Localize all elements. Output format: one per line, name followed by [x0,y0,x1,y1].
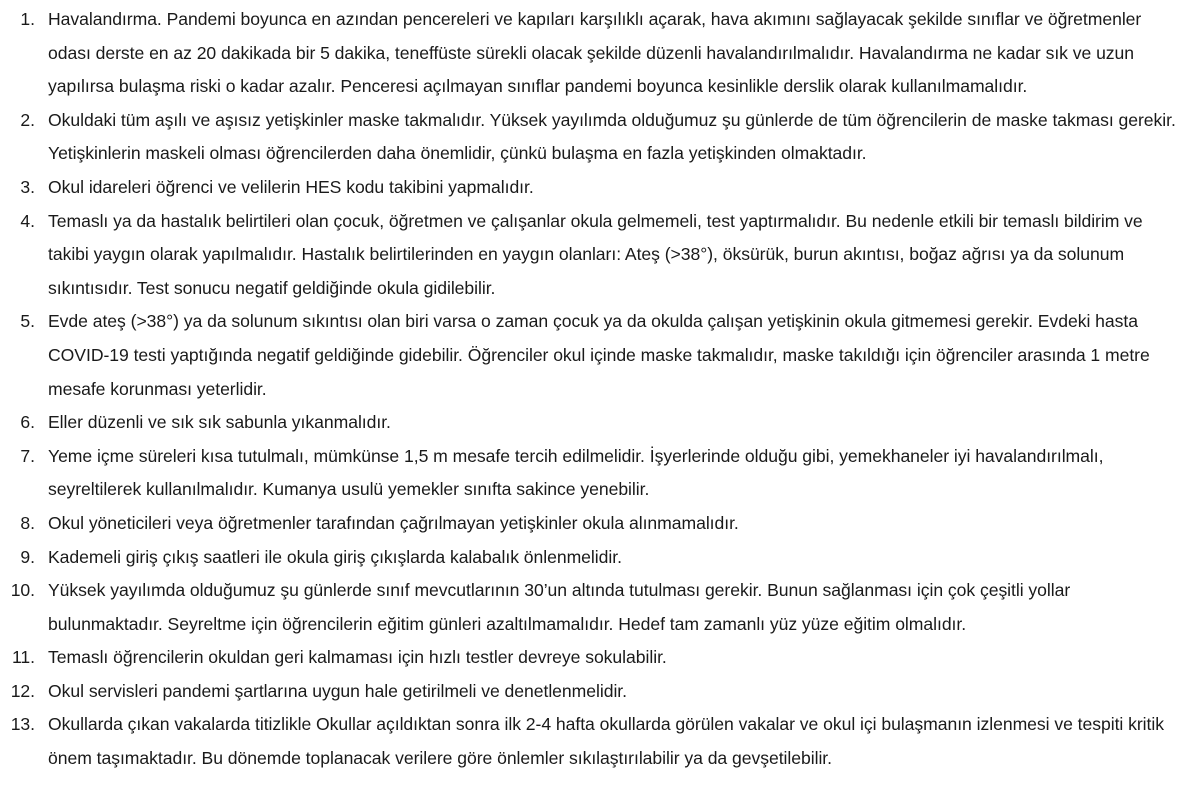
list-item [0,574,1200,641]
list-item-text: Okul servisleri pandemi şartlarına uygun hale getirilmeli ve denetlenmelidir. [48,680,627,701]
list-number: 12. [10,680,35,701]
list-item-text: Okuldaki tüm aşılı ve aşısız yetişkinler maske takmalıdır. Yüksek yayılımda olduğumuz şu günlerde de tüm öğrencilerin de maske takması gerekir. Yetişkinlerin maskeli olması öğrencilerden daha önemlidir, çünkü bulaşma en fazla yetişkinden olmaktadır. [48,109,1176,164]
list-item-text: Okul yöneticileri veya öğretmenler tarafından çağrılmayan yetişkinler okula alınmamalıdır. [48,512,739,533]
list-number: 9. [20,546,35,567]
list-item-text: Okul idareleri öğrenci ve velilerin HES kodu takibini yapmalıdır. [48,176,534,197]
list-item-text: Kademeli giriş çıkış saatleri ile okula giriş çıkışlarda kalabalık önlenmelidir. [48,546,622,567]
list-item [0,440,1200,507]
list-item-text: Yüksek yayılımda olduğumuz şu günlerde sınıf mevcutlarının 30’un altında tutulması gerekir. Bunun sağlanması için çok çeşitli yollar bulunmaktadır. Seyreltme için öğrencilerin eğitim günleri azaltılmamalıdır. Hedef tam zamanlı yüz yüze eğitim olmalıdır. [48,580,1071,634]
school-measures-list [0,3,1200,776]
list-number: 7. [20,445,35,466]
list-number: 3. [20,176,35,197]
list-item-text: Okullarda çıkan vakalarda titizlikle Okullar açıldıktan sonra ilk 2-4 hafta okullarda görülen vakalar ve okul içi bulaşmanın izlenmesi ve tespiti kritik önem taşımaktadır. Bu dönemde toplanacak verilere göre önlemler sıkılaştırılabilir ya da gevşetilebilir. [48,714,1164,769]
list-item-text: Yeme içme süreleri kısa tutulmalı, mümkünse 1,5 m mesafe tercih edilmelidir. İşyerlerinde olduğu gibi, yemekhaneler iyi havalandırılmalı, seyreltilerek kullanılmalıdır. Kumanya usulü yemekler sınıfta sakince yenebilir. [48,445,1104,500]
list-number: 6. [20,412,35,433]
list-number: 10. [10,580,35,601]
list-item-text: Evde ateş (>38°) ya da solunum sıkıntısı olan biri varsa o zaman çocuk ya da okulda çalışan yetişkinin okula gitmemesi gerekir. Evdeki hasta COVID-19 testi yaptığında negatif geldiğinde gidebilir. Öğrenciler okul içinde maske takmalıdır, maske takıldığı için öğrenciler arasında 1 metre mesafe korunması yeterlidir. [48,311,1150,399]
list-item [0,205,1200,306]
list-item [0,541,1200,575]
list-number: 11. [11,647,35,668]
list-number: 4. [20,210,35,231]
list-number: 5. [20,311,35,332]
list-number: 2. [20,109,35,130]
list-item-text: Temaslı ya da hastalık belirtileri olan çocuk, öğretmen ve çalışanlar okula gelmemeli, test yaptırmalıdır. Bu nedenle etkili bir temaslı bildirim ve takibi yaygın olarak yapılmalıdır. Hastalık belirtilerinden en yaygın olanları: Ateş (>38°), öksürük, burun akıntısı, boğaz ağrısı ya da solunum sıkıntısıdır. Test sonucu negatif geldiğinde okula gidilebilir. [48,210,1143,298]
list-item [0,3,1200,104]
list-item [0,708,1200,775]
list-item [0,104,1200,171]
list-item [0,507,1200,541]
list-item-text: Havalandırma. Pandemi boyunca en azından pencereleri ve kapıları karşılıklı açarak, hava akımını sağlayacak şekilde sınıflar ve öğretmenler odası derste en az 20 dakikada bir 5 dakika, teneffüste sürekli olacak şekilde düzenli havalandırılmalıdır. Havalandırma ne kadar sık ve uzun yapılırsa bulaşma riski o kadar azalır. Penceresi açılmayan sınıflar pandemi boyunca kesinlikle derslik olarak kullanılmamalıdır. [48,9,1142,97]
list-number: 13. [10,714,35,735]
list-number: 8. [20,512,35,533]
list-item [0,305,1200,406]
list-item-text: Temaslı öğrencilerin okuldan geri kalmaması için hızlı testler devreye sokulabilir. [48,647,667,668]
list-item-text: Eller düzenli ve sık sık sabunla yıkanmalıdır. [48,412,391,433]
list-item [0,406,1200,440]
list-item [0,675,1200,709]
list-item [0,171,1200,205]
list-item [0,641,1200,675]
list-number: 1. [20,9,35,29]
